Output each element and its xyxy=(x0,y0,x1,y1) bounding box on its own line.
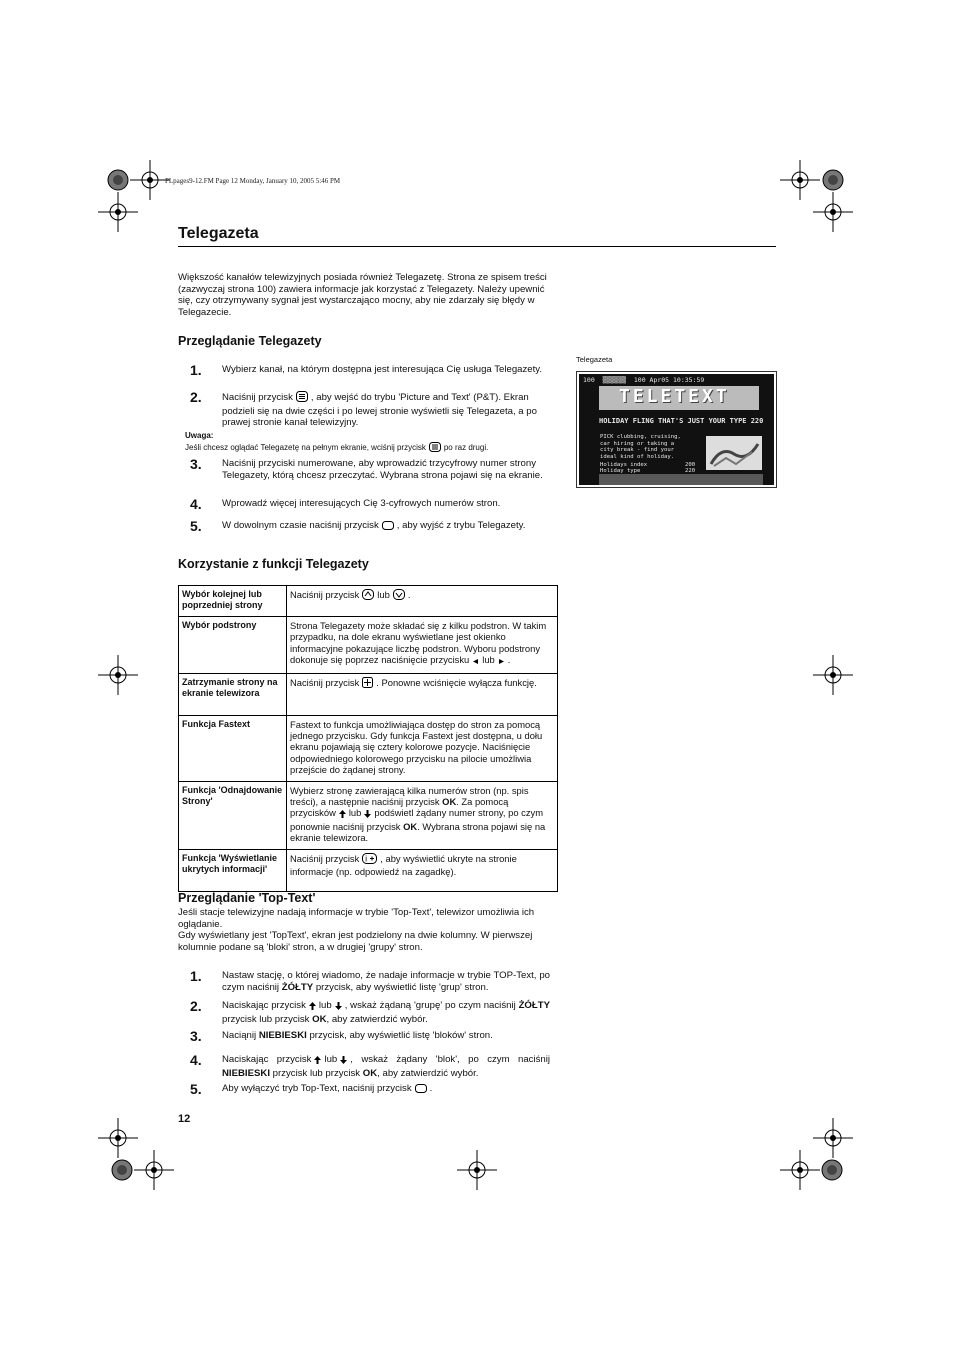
registration-crosshair xyxy=(98,655,138,695)
arrow-right-icon xyxy=(498,656,505,667)
table-row xyxy=(179,586,558,617)
step-number: 1. xyxy=(190,968,202,984)
image-caption: Telegazeta xyxy=(576,355,613,364)
value-text: . xyxy=(407,589,411,600)
table-key: Funkcja 'Odnajdowanie Strony' xyxy=(179,781,287,849)
step-text-part: Naciąnij xyxy=(222,1030,257,1041)
step-text-bold: NIEBIESKI xyxy=(258,1030,307,1041)
step-text xyxy=(222,1000,550,1025)
registration-crosshair xyxy=(813,655,853,695)
step-text xyxy=(222,1030,550,1042)
note-text-pre: Jeśli chcesz oglądać Telegazetę na pełnym ekranie, wciśnij przycisk xyxy=(185,443,426,452)
table-key: Wybór kolejnej lub poprzedniej strony xyxy=(179,586,287,617)
table-value xyxy=(287,849,558,891)
step-text xyxy=(222,1054,550,1079)
step-text-part: , wskaż żądaną 'grupę' po czym naciśnij xyxy=(344,1000,516,1011)
step-text xyxy=(222,970,550,993)
step-number: 5. xyxy=(190,1081,202,1097)
step-text: Naciśnij przyciski numerowane, aby wprowadzić trzycyfrowy numer strony Telegazety, którą chcesz przeczytać. Wybrana strona pojawi się na ekranie. xyxy=(222,458,543,481)
teletext-header: 100 ▒▒▒▒▒▒ 100 Apr05 10:35:59 xyxy=(583,376,705,384)
step-number: 3. xyxy=(190,1028,202,1044)
value-text: lub xyxy=(377,589,390,600)
intro-paragraph: Większość kanałów telewizyjnych posiada również Telegazetę. Strona ze spisem treści (zazwyczaj strona 100) zawiera informacje jak korzystać z Telegazety. Należy upewnić się, czy otrzymywany sygnał jest wystarczająco mocny, aby nie zdarzały się błędy w Telegazecie. xyxy=(178,272,547,318)
toptext-paragraph-1: Jeśli stacje telewizyjne nadają informacje w trybie 'Top-Text', telewizor umożliwia ich oglądanie. xyxy=(178,907,535,930)
arrow-down-icon xyxy=(340,1056,347,1068)
teletext-screenshot xyxy=(576,371,777,488)
table-row xyxy=(179,673,558,715)
registration-crosshair xyxy=(98,1118,138,1158)
value-text: . Wybrana strona pojawi się na ekranie telewizora. xyxy=(290,820,546,844)
value-text: . Za pomocą przycisków xyxy=(290,796,509,819)
page-up-icon xyxy=(362,589,374,602)
registration-crosshair xyxy=(813,192,853,232)
step-text-bold: OK xyxy=(362,1067,378,1079)
teletext-logo: TELETEXT xyxy=(619,386,730,407)
step-text-part: przycisk, aby wyświetlić listę 'grup' stron. xyxy=(315,981,489,993)
step-text: Wprowadź więcej interesujących Cię 3-cyfrowych numerów stron. xyxy=(222,498,501,509)
step-text-bold: OK xyxy=(312,1013,327,1025)
value-text: lub xyxy=(482,654,495,666)
value-text: . xyxy=(507,654,511,666)
value-text: Strona Telegazety może składać się z kilku podstron. W takim przypadku, na dole ekranu wyświetlane jest okienko informacyjne pokazujące liczbę podstron. Wyboru podstrony dokonuje się poprzez naciśnięcie przycisku xyxy=(290,620,547,666)
teletext-index-page: 220 xyxy=(685,468,696,474)
registration-mark-filled xyxy=(106,168,130,192)
table-key: Wybór podstrony xyxy=(179,617,287,674)
step-text xyxy=(222,520,550,534)
registration-mark-filled xyxy=(820,1158,844,1182)
value-text: . Ponowne wciśnięcie wyłącza funkcję. xyxy=(376,676,537,688)
table-key: Funkcja 'Wyświetlanie ukrytych informacji' xyxy=(179,849,287,891)
step-text-bold: ŻÓŁTY xyxy=(518,1000,551,1011)
teletext-line: PICK clubbing, cruising, xyxy=(600,434,681,440)
value-text: lub xyxy=(348,807,362,819)
value-bold: OK xyxy=(442,796,457,808)
teletext-icon xyxy=(429,442,441,454)
step-text-bold: NIEBIESKI xyxy=(222,1067,270,1079)
table-key: Zatrzymanie strony na ekranie telewizora xyxy=(179,673,287,715)
step-text-part: Naciskając przycisk xyxy=(222,1000,306,1011)
step-number: 5. xyxy=(190,518,202,534)
table-row xyxy=(179,715,558,781)
step-text-pre: Aby wyłączyć tryb Top-Text, naciśnij przycisk xyxy=(222,1083,412,1094)
table-value xyxy=(287,617,558,674)
functions-table xyxy=(178,585,558,892)
value-text: Wybierz stronę zawierającą kilka numerów stron (np. spis treści), a następnie naciśnij przycisk xyxy=(290,784,529,808)
page-down-icon xyxy=(393,589,405,602)
teletext-headline: HOLIDAY FLING THAT'S JUST YOUR TYPE 220 xyxy=(599,417,764,425)
step-text-part: Nastaw stację, o której wiadomo, że nadaje informacje w trybie TOP-Text, po czym naciśnij xyxy=(222,970,550,993)
step-text xyxy=(222,1083,550,1097)
step-text-part: przycisk lub przycisk xyxy=(222,1013,310,1025)
teletext-illustration xyxy=(706,436,762,470)
page-title: Telegazeta xyxy=(178,225,259,242)
step-text: Wybierz kanał, na którym dostępna jest interesująca Cię usługa Telegazety. xyxy=(222,364,543,375)
step-number: 2. xyxy=(190,998,202,1014)
toptext-paragraph-2: Gdy wyświetlany jest 'TopText', ekran jest podzielony na dwie kolumny. W pierwszej kolumnie podane są 'bloki' stron, a w drugiej 'grupy' stron. xyxy=(178,930,533,953)
teletext-icon xyxy=(296,391,308,406)
step-text-part: , wskaż żądany 'blok', po czym naciśnij xyxy=(350,1054,550,1065)
note-heading: Uwaga: xyxy=(185,431,214,440)
teletext-line: city break - find your xyxy=(600,447,675,454)
step-text xyxy=(222,391,550,429)
reveal-icon xyxy=(362,853,377,866)
registration-crosshair xyxy=(98,192,138,232)
file-slug: PLpages9-12.FM Page 12 Monday, January 10, 2005 5:46 PM xyxy=(165,177,341,185)
title-rule xyxy=(178,246,776,247)
step-text-part: lub xyxy=(318,1000,332,1011)
arrow-left-icon xyxy=(472,656,479,667)
teletext-index-page: 200 xyxy=(685,462,696,468)
teletext-screen xyxy=(579,374,774,485)
table-row xyxy=(179,617,558,674)
registration-crosshair xyxy=(134,1150,174,1190)
value-bold: OK xyxy=(403,820,418,832)
step-number: 2. xyxy=(190,389,202,405)
section-heading-toptext: Przeglądanie 'Top-Text' xyxy=(178,891,316,905)
note-text-post: po raz drugi. xyxy=(443,443,489,452)
tv-icon xyxy=(382,521,394,534)
step-number: 3. xyxy=(190,456,202,472)
table-key: Funkcja Fastext xyxy=(179,715,287,781)
registration-crosshair xyxy=(457,1150,497,1190)
value-text: , aby wyświetlić ukryte na stronie informacje (np. odpowiedź na zagadkę). xyxy=(290,852,517,878)
registration-crosshair xyxy=(780,1150,820,1190)
note-text xyxy=(185,442,488,454)
arrow-down-icon xyxy=(364,809,371,820)
table-value xyxy=(287,586,558,617)
step-text-post: . xyxy=(429,1083,433,1094)
step-text-part: lub xyxy=(324,1054,338,1065)
section-heading-functions: Korzystanie z funkcji Telegazety xyxy=(178,557,369,571)
teletext-index-label: Holiday type xyxy=(600,468,641,474)
table-value xyxy=(287,781,558,849)
section-heading-browsing: Przeglądanie Telegazety xyxy=(178,334,322,348)
teletext-line: car hiring or taking a xyxy=(600,440,675,447)
step-number: 1. xyxy=(190,362,202,378)
step-text-pre: W dowolnym czasie naciśnij przycisk xyxy=(222,520,379,531)
table-value xyxy=(287,673,558,715)
table-row xyxy=(179,849,558,891)
step-text-part: , aby zatwierdzić wybór. xyxy=(326,1013,428,1025)
arrow-up-icon xyxy=(339,809,346,820)
step-number: 4. xyxy=(190,496,202,512)
table-row xyxy=(179,781,558,849)
arrow-up-icon xyxy=(314,1056,321,1068)
teletext-index-label: Holidays index xyxy=(600,462,648,468)
tv-icon xyxy=(415,1084,427,1097)
arrow-up-icon xyxy=(309,1002,316,1014)
step-text-post: , aby wyjść z trybu Telegazety. xyxy=(396,520,526,531)
value-text: Naciśnij przycisk xyxy=(290,676,360,688)
registration-mark-filled xyxy=(110,1158,134,1182)
step-text-part: Naciskając przycisk xyxy=(222,1054,312,1065)
step-text-part: przycisk lub przycisk xyxy=(272,1067,361,1079)
step-text-part: przycisk, aby wyświetlić listę 'bloków' stron. xyxy=(309,1030,493,1041)
step-text-part: , aby zatwierdzić wybór. xyxy=(377,1067,479,1079)
step-number: 4. xyxy=(190,1052,202,1068)
svg-text:i: i xyxy=(365,854,368,864)
hold-icon xyxy=(362,677,373,690)
teletext-fastext-bar xyxy=(599,474,763,485)
registration-mark-filled xyxy=(821,168,845,192)
step-text-pre: Naciśnij przycisk xyxy=(222,392,293,403)
value-text: Naciśnij przycisk xyxy=(290,852,360,864)
step-text-post: , aby wejść do trybu 'Picture and Text' (P&T). Ekran podzieli się na dwie części i po lewej stronie wyświetli się Telegazeta, a po prawej stronie kanał telewizyjny. xyxy=(222,392,537,429)
table-value: Fastext to funkcja umożliwiająca dostęp do stron za pomocą jednego przycisku. Gdy funkcja Fastext jest dostępna, u dołu ekranu pojawiają się cztery kolorowe pozycje. Naciśnięcie odpowiedniego kolorowego przycisku na pilocie umożliwia przejście do żądanej strony. xyxy=(287,715,558,781)
value-text: podświetl żądany numer strony, po czym ponownie naciśnij przycisk xyxy=(290,807,544,832)
step-text-bold: ŻÓŁTY xyxy=(281,981,314,993)
teletext-line: ideal kind of holiday. xyxy=(600,453,675,460)
value-text: Naciśnij przycisk xyxy=(290,589,360,600)
arrow-down-icon xyxy=(335,1002,342,1014)
page-number: 12 xyxy=(178,1113,191,1125)
